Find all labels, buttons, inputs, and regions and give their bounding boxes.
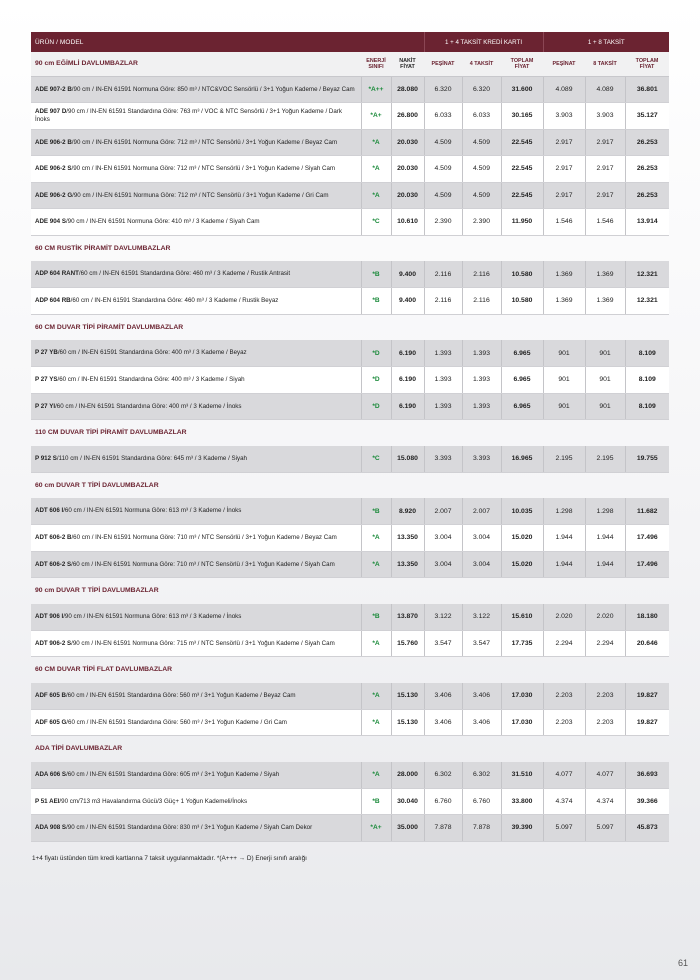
down-payment-4: 2.390 — [424, 209, 462, 236]
table-row — [31, 446, 669, 473]
down-payment-8: 1.546 — [543, 209, 585, 236]
product-code: ADE 906-2 S — [35, 165, 72, 173]
total-price-4: 22.545 — [501, 182, 543, 209]
installment-4: 2.007 — [462, 498, 501, 525]
installment-8: 901 — [585, 393, 625, 420]
installment-4: 6.302 — [462, 762, 501, 789]
product-spec: /60 cm / IN-EN 61591 Standardına Göre: 460 m³ / 3 Kademe / Rustik Beyaz — [70, 297, 279, 305]
table-row — [31, 709, 669, 736]
down-payment-8: 2.020 — [543, 604, 585, 631]
installment-4: 7.878 — [462, 815, 501, 842]
cash-price: 20.030 — [391, 182, 424, 209]
product-description — [31, 76, 361, 103]
category-title: 60 CM DUVAR TİPİ FLAT DAVLUMBAZLAR — [35, 666, 173, 674]
total-price-4: 22.545 — [501, 129, 543, 156]
down-payment-4: 2.007 — [424, 498, 462, 525]
down-payment-8: 1.944 — [543, 525, 585, 552]
category-title: ADA TİPİ DAVLUMBAZLAR — [35, 745, 123, 753]
group-8-installments-header: 1 + 8 TAKSİT — [543, 32, 669, 52]
product-spec: /90 cm/713 m3 Havalandırma Gücü/3 Güç+ 1 Yoğun Kademeli/İnoks — [59, 797, 248, 805]
cash-price: 15.760 — [391, 630, 424, 657]
category-row — [31, 657, 669, 683]
installment-8: 4.077 — [585, 762, 625, 789]
total-price-8: 12.321 — [625, 261, 669, 288]
installment-8: 3.903 — [585, 103, 625, 130]
installment-4: 2.390 — [462, 209, 501, 236]
installment-8: 4.374 — [585, 788, 625, 815]
total-price-4: 6.965 — [501, 367, 543, 394]
installment-8: 2.020 — [585, 604, 625, 631]
installment-4: 2.116 — [462, 261, 501, 288]
product-code: ADE 904 S — [35, 218, 66, 226]
installment-4: 6.760 — [462, 788, 501, 815]
product-code: P 912 S — [35, 454, 57, 462]
installment-8: 4.089 — [585, 76, 625, 103]
group-4-installments-header: 1 + 4 TAKSİT KREDİ KARTI — [424, 32, 543, 52]
total-price-8: 8.109 — [625, 367, 669, 394]
col-down1-header: PEŞİNAT — [424, 52, 462, 76]
installment-4: 4.509 — [462, 129, 501, 156]
category-title: 90 cm DUVAR T TİPİ DAVLUMBAZLAR — [35, 587, 159, 595]
col-inst2-header: 8 TAKSİT — [585, 52, 625, 76]
product-description — [31, 551, 361, 578]
total-price-4: 6.965 — [501, 393, 543, 420]
product-description — [31, 288, 361, 315]
energy-class: *D — [361, 367, 391, 394]
product-description — [31, 103, 361, 130]
installment-8: 1.369 — [585, 261, 625, 288]
down-payment-4: 1.393 — [424, 393, 462, 420]
total-price-8: 20.646 — [625, 630, 669, 657]
category-row — [31, 420, 669, 446]
installment-4: 6.320 — [462, 76, 501, 103]
cash-price: 20.030 — [391, 129, 424, 156]
down-payment-4: 6.033 — [424, 103, 462, 130]
product-code: ADP 604 RANT — [35, 270, 79, 278]
down-payment-8: 1.298 — [543, 498, 585, 525]
cash-price: 13.870 — [391, 604, 424, 631]
total-price-4: 11.950 — [501, 209, 543, 236]
installment-4: 1.393 — [462, 340, 501, 367]
col-inst1-header: 4 TAKSİT — [462, 52, 501, 76]
total-price-4: 17.030 — [501, 709, 543, 736]
energy-class: *B — [361, 288, 391, 315]
installment-4: 4.509 — [462, 156, 501, 183]
product-spec: /60 cm / IN-EN 61591 Standardına Göre: 400 m³ / 3 Kademe / Beyaz — [57, 349, 247, 357]
installment-8: 1.298 — [585, 498, 625, 525]
price-table — [31, 32, 669, 842]
cash-price: 10.610 — [391, 209, 424, 236]
product-spec: /60 cm / IN-EN 61591 Standardına Göre: 560 m³ / 3+1 Yoğun Kademe / Gri Cam — [66, 718, 287, 726]
cash-price: 9.400 — [391, 261, 424, 288]
down-payment-4: 1.393 — [424, 367, 462, 394]
category-title: 90 cm EĞİMLİ DAVLUMBAZLAR — [31, 52, 361, 76]
product-code: ADF 605 B — [35, 691, 66, 699]
energy-class: *A — [361, 182, 391, 209]
installment-4: 3.004 — [462, 551, 501, 578]
table-row — [31, 525, 669, 552]
total-price-8: 26.253 — [625, 182, 669, 209]
total-price-8: 11.682 — [625, 498, 669, 525]
total-price-4: 30.165 — [501, 103, 543, 130]
energy-class: *A — [361, 156, 391, 183]
total-price-8: 17.496 — [625, 551, 669, 578]
total-price-4: 6.965 — [501, 340, 543, 367]
table-row — [31, 340, 669, 367]
installment-4: 1.393 — [462, 393, 501, 420]
cash-price: 13.350 — [391, 525, 424, 552]
product-code: ADE 906-2 B — [35, 138, 72, 146]
product-code: P 27 YI — [35, 402, 56, 410]
category-row — [31, 578, 669, 604]
down-payment-8: 901 — [543, 340, 585, 367]
product-description — [31, 709, 361, 736]
product-code: ADF 605 G — [35, 718, 67, 726]
down-payment-4: 3.122 — [424, 604, 462, 631]
installment-8: 1.944 — [585, 525, 625, 552]
col-total1-header: TOPLAM FİYAT — [501, 52, 543, 76]
installment-4: 3.547 — [462, 630, 501, 657]
energy-class: *B — [361, 261, 391, 288]
down-payment-8: 901 — [543, 393, 585, 420]
product-description — [31, 762, 361, 789]
installment-8: 2.917 — [585, 156, 625, 183]
down-payment-4: 4.509 — [424, 182, 462, 209]
product-spec: /60 cm / IN-EN 61591 Normuna Göre: 710 m³ / NTC Sensörlü / 3+1 Yoğun Kademe / Beyaz Cam — [71, 534, 337, 542]
energy-class: *A — [361, 683, 391, 710]
down-payment-8: 1.369 — [543, 261, 585, 288]
category-title: 60 CM DUVAR TİPİ PİRAMİT DAVLUMBAZLAR — [35, 323, 184, 331]
table-row — [31, 393, 669, 420]
down-payment-8: 2.917 — [543, 182, 585, 209]
installment-8: 2.203 — [585, 683, 625, 710]
total-price-8: 13.914 — [625, 209, 669, 236]
down-payment-4: 7.878 — [424, 815, 462, 842]
cash-price: 6.190 — [391, 340, 424, 367]
installment-8: 2.203 — [585, 709, 625, 736]
col-down2-header: PEŞİNAT — [543, 52, 585, 76]
table-row — [31, 498, 669, 525]
total-price-8: 8.109 — [625, 393, 669, 420]
product-code: ADT 606-2 S — [35, 560, 72, 568]
category-row — [31, 314, 669, 340]
installment-8: 2.195 — [585, 446, 625, 473]
installment-4: 3.122 — [462, 604, 501, 631]
table-row — [31, 815, 669, 842]
table-body — [31, 76, 669, 841]
energy-class: *B — [361, 498, 391, 525]
total-price-4: 15.610 — [501, 604, 543, 631]
total-price-4: 31.510 — [501, 762, 543, 789]
energy-class: *B — [361, 788, 391, 815]
energy-class: *A+ — [361, 815, 391, 842]
cash-price: 15.130 — [391, 709, 424, 736]
table-row — [31, 551, 669, 578]
header-row-groups — [31, 32, 669, 52]
product-spec: /90 cm / IN-EN 61591 Normuna Göre: 712 m³ / NTC Sensörlü / 3+1 Yoğun Kademe / Beyaz Cam — [71, 138, 338, 146]
energy-class: *A+ — [361, 103, 391, 130]
product-description — [31, 182, 361, 209]
total-price-4: 10.580 — [501, 261, 543, 288]
installment-4: 3.406 — [462, 709, 501, 736]
energy-class: *C — [361, 209, 391, 236]
installment-8: 1.944 — [585, 551, 625, 578]
total-price-4: 15.020 — [501, 551, 543, 578]
installment-8: 2.917 — [585, 182, 625, 209]
energy-class: *A — [361, 551, 391, 578]
total-price-8: 39.366 — [625, 788, 669, 815]
product-spec: /60 cm / IN-EN 61591 Normuna Göre: 613 m³ / 3 Kademe / İnoks — [63, 507, 242, 515]
product-spec: /60 cm / IN-EN 61591 Standardına Göre: 460 m³ / 3 Kademe / Rustik Antrasit — [78, 270, 291, 278]
product-code: ADT 906-2 S — [35, 639, 72, 647]
product-spec: /90 cm / IN-EN 61591 Standardına Göre: 830 m³ / 3+1 Yoğun Kademe / Siyah Cam Dekor — [66, 824, 313, 832]
product-code: P 27 YB — [35, 349, 58, 357]
cash-price: 15.080 — [391, 446, 424, 473]
total-price-8: 19.827 — [625, 683, 669, 710]
product-spec: /90 cm / IN-EN 61591 Normuna Göre: 712 m³ / NTC Sensörlü / 3+1 Yoğun Kademe / Siyah Cam — [71, 165, 336, 173]
table-row — [31, 76, 669, 103]
product-spec: /60 cm / IN-EN 61591 Standardına Göre: 400 m³ / 3 Kademe / İnoks — [55, 402, 242, 410]
cash-price: 13.350 — [391, 551, 424, 578]
product-code: ADA 908 S — [35, 824, 67, 832]
product-code: ADT 606-2 B — [35, 534, 72, 542]
total-price-4: 17.735 — [501, 630, 543, 657]
down-payment-8: 4.077 — [543, 762, 585, 789]
table-row — [31, 288, 669, 315]
table-row — [31, 630, 669, 657]
cash-price: 28.080 — [391, 76, 424, 103]
cash-price: 26.800 — [391, 103, 424, 130]
installment-4: 3.406 — [462, 683, 501, 710]
cash-price: 6.190 — [391, 367, 424, 394]
table-row — [31, 683, 669, 710]
down-payment-4: 3.004 — [424, 525, 462, 552]
energy-class: *D — [361, 340, 391, 367]
product-code: ADE 907 D — [35, 108, 67, 116]
product-description — [31, 209, 361, 236]
down-payment-8: 2.917 — [543, 156, 585, 183]
energy-class: *B — [361, 604, 391, 631]
total-price-8: 45.873 — [625, 815, 669, 842]
total-price-4: 33.800 — [501, 788, 543, 815]
product-description — [31, 604, 361, 631]
installment-4: 4.509 — [462, 182, 501, 209]
total-price-4: 15.020 — [501, 525, 543, 552]
product-spec: /90 cm / IN-EN 61591 Normuna Göre: 613 m³ / 3 Kademe / İnoks — [63, 612, 242, 620]
product-spec: /90 cm / IN-EN 61591 Normuna Göre: 850 m³ / NTC&VOC Sensörlü / 3+1 Yoğun Kademe / Beyaz Cam — [71, 85, 355, 93]
total-price-8: 8.109 — [625, 340, 669, 367]
cash-price: 15.130 — [391, 683, 424, 710]
cash-price: 8.920 — [391, 498, 424, 525]
category-row — [31, 736, 669, 762]
product-spec: /60 cm / IN-EN 61591 Standardına Göre: 560 m³ / 3+1 Yoğun Kademe / Beyaz Cam — [65, 691, 296, 699]
down-payment-4: 3.406 — [424, 683, 462, 710]
installment-8: 901 — [585, 340, 625, 367]
product-spec: /90 cm / IN-EN 61591 Normuna Göre: 712 m³ / NTC Sensörlü / 3+1 Yoğun Kademe / Gri Cam — [72, 191, 329, 199]
total-price-8: 18.180 — [625, 604, 669, 631]
product-spec: /90 cm / IN-EN 61591 Standardına Göre: 763 m³ / VOC & NTC Sensörlü / 3+1 Yoğun Kademe / Dark İnoks — [35, 108, 342, 123]
down-payment-4: 2.116 — [424, 261, 462, 288]
product-description — [31, 815, 361, 842]
energy-class: *A — [361, 525, 391, 552]
down-payment-4: 4.509 — [424, 129, 462, 156]
product-description — [31, 367, 361, 394]
total-price-8: 19.755 — [625, 446, 669, 473]
installment-8: 901 — [585, 367, 625, 394]
total-price-4: 31.600 — [501, 76, 543, 103]
product-description — [31, 630, 361, 657]
product-spec: /90 cm / IN-EN 61591 Normuna Göre: 715 m³ / NTC Sensörlü / 3+1 Yoğun Kademe / Siyah Cam — [71, 639, 335, 647]
product-code: P 27 YS — [35, 376, 58, 384]
product-spec: /110 cm / IN-EN 61591 Standardına Göre: 645 m³ / 3 Kademe / Siyah — [56, 454, 247, 462]
installment-4: 6.033 — [462, 103, 501, 130]
model-header: ÜRÜN / MODEL — [31, 32, 424, 52]
down-payment-8: 3.903 — [543, 103, 585, 130]
total-price-4: 17.030 — [501, 683, 543, 710]
product-description — [31, 683, 361, 710]
installment-4: 3.393 — [462, 446, 501, 473]
down-payment-8: 2.294 — [543, 630, 585, 657]
product-description — [31, 525, 361, 552]
down-payment-8: 2.203 — [543, 709, 585, 736]
total-price-8: 36.693 — [625, 762, 669, 789]
category-title: 60 CM RUSTİK PİRAMİT DAVLUMBAZLAR — [35, 244, 171, 252]
down-payment-8: 5.097 — [543, 815, 585, 842]
total-price-4: 10.035 — [501, 498, 543, 525]
category-row — [31, 235, 669, 261]
down-payment-4: 2.116 — [424, 288, 462, 315]
down-payment-4: 3.406 — [424, 709, 462, 736]
total-price-8: 26.253 — [625, 156, 669, 183]
installment-8: 1.369 — [585, 288, 625, 315]
footnote: 1+4 fiyatı üstünden tüm kredi kartlarına 7 taksit uygulanmaktadır. *(A+++ → D) Enerji sınıfı aralığı — [32, 855, 307, 862]
table-row — [31, 129, 669, 156]
energy-class: *A — [361, 709, 391, 736]
product-description — [31, 498, 361, 525]
total-price-4: 22.545 — [501, 156, 543, 183]
product-spec: /60 cm / IN-EN 61591 Standardına Göre: 400 m³ / 3 Kademe / Siyah — [57, 376, 245, 384]
product-description — [31, 129, 361, 156]
installment-8: 5.097 — [585, 815, 625, 842]
down-payment-4: 3.547 — [424, 630, 462, 657]
energy-class: *A++ — [361, 76, 391, 103]
down-payment-4: 4.509 — [424, 156, 462, 183]
product-spec: /60 cm / IN-EN 61591 Standardına Göre: 605 m³ / 3+1 Yoğun Kademe / Siyah — [66, 770, 280, 778]
table-row — [31, 103, 669, 130]
product-code: ADT 606 I — [35, 507, 64, 515]
table-row — [31, 788, 669, 815]
product-description — [31, 788, 361, 815]
total-price-8: 12.321 — [625, 288, 669, 315]
table-row — [31, 604, 669, 631]
installment-4: 3.004 — [462, 525, 501, 552]
product-code: ADP 604 RB — [35, 297, 71, 305]
category-title: 110 CM DUVAR TİPİ PİRAMİT DAVLUMBAZLAR — [35, 429, 187, 437]
total-price-8: 17.496 — [625, 525, 669, 552]
total-price-8: 36.801 — [625, 76, 669, 103]
installment-4: 1.393 — [462, 367, 501, 394]
cash-price: 28.000 — [391, 762, 424, 789]
energy-class: *C — [361, 446, 391, 473]
down-payment-8: 4.089 — [543, 76, 585, 103]
down-payment-8: 1.369 — [543, 288, 585, 315]
down-payment-4: 6.760 — [424, 788, 462, 815]
header-row-columns — [31, 52, 669, 76]
table-row — [31, 209, 669, 236]
table-row — [31, 182, 669, 209]
installment-8: 1.546 — [585, 209, 625, 236]
product-description — [31, 261, 361, 288]
total-price-4: 39.390 — [501, 815, 543, 842]
table-row — [31, 261, 669, 288]
cash-price: 20.030 — [391, 156, 424, 183]
cash-price: 9.400 — [391, 288, 424, 315]
down-payment-4: 3.393 — [424, 446, 462, 473]
table-row — [31, 367, 669, 394]
total-price-4: 10.580 — [501, 288, 543, 315]
total-price-8: 19.827 — [625, 709, 669, 736]
installment-4: 2.116 — [462, 288, 501, 315]
energy-class: *D — [361, 393, 391, 420]
product-description — [31, 340, 361, 367]
down-payment-8: 2.203 — [543, 683, 585, 710]
down-payment-4: 3.004 — [424, 551, 462, 578]
product-description — [31, 446, 361, 473]
product-spec: /60 cm / IN-EN 61591 Normuna Göre: 710 m³ / NTC Sensörlü / 3+1 Yoğun Kademe / Siyah Cam — [71, 560, 335, 568]
cash-price: 35.000 — [391, 815, 424, 842]
down-payment-8: 901 — [543, 367, 585, 394]
table-row — [31, 156, 669, 183]
product-description — [31, 156, 361, 183]
energy-class: *A — [361, 762, 391, 789]
total-price-8: 26.253 — [625, 129, 669, 156]
cash-price: 6.190 — [391, 393, 424, 420]
col-energy-header: ENERJİ SINIFI — [361, 52, 391, 76]
product-code: ADE 907-2 B — [35, 85, 72, 93]
product-code: ADE 906-2 G — [35, 191, 73, 199]
down-payment-4: 1.393 — [424, 340, 462, 367]
price-list — [31, 32, 669, 842]
col-total2-header: TOPLAM FİYAT — [625, 52, 669, 76]
cash-price: 30.040 — [391, 788, 424, 815]
category-row — [31, 472, 669, 498]
installment-8: 2.917 — [585, 129, 625, 156]
down-payment-8: 2.917 — [543, 129, 585, 156]
down-payment-8: 1.944 — [543, 551, 585, 578]
energy-class: *A — [361, 630, 391, 657]
product-description — [31, 393, 361, 420]
page-number: 61 — [677, 958, 688, 968]
product-code: P 51 AEI — [35, 797, 60, 805]
product-spec: /90 cm / IN-EN 61591 Normuna Göre: 410 m³ / 3 Kademe / Siyah Cam — [65, 218, 260, 226]
category-title: 60 cm DUVAR T TİPİ DAVLUMBAZLAR — [35, 481, 159, 489]
total-price-4: 16.965 — [501, 446, 543, 473]
energy-class: *A — [361, 129, 391, 156]
table-row — [31, 762, 669, 789]
col-cash-header: NAKİT FİYAT — [391, 52, 424, 76]
total-price-8: 35.127 — [625, 103, 669, 130]
product-code: ADT 906 I — [35, 612, 64, 620]
down-payment-8: 2.195 — [543, 446, 585, 473]
product-code: ADA 606 S — [35, 770, 67, 778]
down-payment-8: 4.374 — [543, 788, 585, 815]
down-payment-4: 6.302 — [424, 762, 462, 789]
installment-8: 2.294 — [585, 630, 625, 657]
down-payment-4: 6.320 — [424, 76, 462, 103]
